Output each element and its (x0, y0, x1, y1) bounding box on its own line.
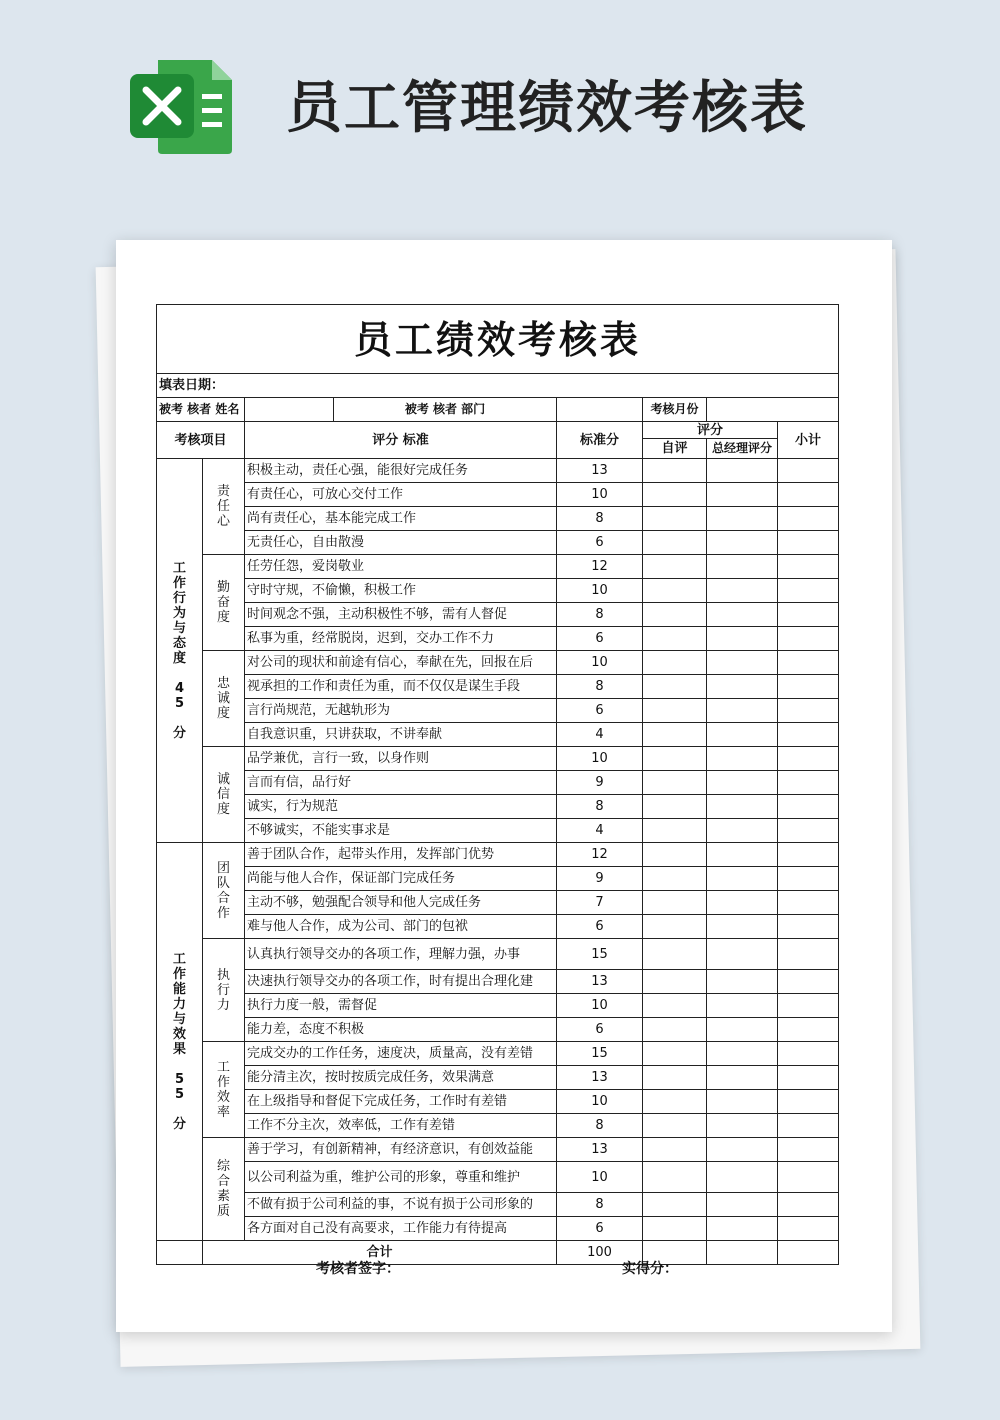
col-self-header: 自评 (643, 439, 707, 459)
self-score-input[interactable] (643, 843, 707, 867)
manager-score-input[interactable] (707, 627, 778, 651)
fill-date-field[interactable]: 填表日期： (157, 374, 839, 398)
month-input[interactable] (707, 398, 839, 422)
subtotal-input[interactable] (778, 555, 839, 579)
category-label: 工 作 效 率 (203, 1042, 245, 1138)
subtotal-input[interactable] (778, 915, 839, 939)
category-label: 勤 奋 度 (203, 555, 245, 651)
manager-score-input[interactable] (707, 970, 778, 994)
criteria-cell: 主动不够，勉强配合领导和他人完成任务 (245, 891, 557, 915)
self-score-input[interactable] (643, 555, 707, 579)
total-row (157, 1241, 839, 1265)
criteria-cell: 认真执行领导交办的各项工作，理解力强，办事 (245, 939, 557, 970)
standard-score-cell: 4 (557, 819, 643, 843)
dept-label: 被考 核者 部门 (404, 402, 486, 416)
col-subtotal-header: 小计 (778, 422, 839, 459)
criteria-cell: 守时守规，不偷懒，积极工作 (245, 579, 557, 603)
standard-score-cell: 10 (557, 747, 643, 771)
manager-score-input[interactable] (707, 1018, 778, 1042)
subtotal-input[interactable] (778, 795, 839, 819)
manager-score-input[interactable] (707, 483, 778, 507)
criteria-cell: 诚实，行为规范 (245, 795, 557, 819)
criteria-cell: 能力差，态度不积极 (245, 1018, 557, 1042)
manager-score-input[interactable] (707, 994, 778, 1018)
criteria-cell: 尚有责任心，基本能完成工作 (245, 507, 557, 531)
manager-score-input[interactable] (707, 939, 778, 970)
criteria-cell: 各方面对自己没有高要求，工作能力有待提高 (245, 1217, 557, 1241)
criteria-cell: 难与他人合作，成为公司、部门的包袱 (245, 915, 557, 939)
table-row (157, 1018, 839, 1042)
standard-score-cell: 6 (557, 699, 643, 723)
table-row (157, 603, 839, 627)
subtotal-input[interactable] (778, 867, 839, 891)
manager-score-input[interactable] (707, 1042, 778, 1066)
manager-score-input[interactable] (707, 843, 778, 867)
criteria-cell: 视承担的工作和责任为重，而不仅仅是谋生手段 (245, 675, 557, 699)
standard-score-cell: 10 (557, 1090, 643, 1114)
criteria-cell: 不够诚实，不能实事求是 (245, 819, 557, 843)
standard-score-cell: 6 (557, 1217, 643, 1241)
table-row (157, 994, 839, 1018)
subtotal-input[interactable] (778, 994, 839, 1018)
standard-score-cell: 8 (557, 1114, 643, 1138)
group-label: 工 作 能 力 与 效 果 5 5 分 (157, 843, 203, 1241)
category-label: 执 行 力 (203, 939, 245, 1042)
subtotal-input[interactable] (778, 579, 839, 603)
self-score-input[interactable] (643, 819, 707, 843)
subtotal-input[interactable] (778, 1066, 839, 1090)
standard-score-cell: 8 (557, 1193, 643, 1217)
manager-score-input[interactable] (707, 579, 778, 603)
table-row (157, 1162, 839, 1193)
table-row (157, 507, 839, 531)
manager-score-input[interactable] (707, 1217, 778, 1241)
standard-score-cell: 4 (557, 723, 643, 747)
self-score-input[interactable] (643, 723, 707, 747)
dept-input[interactable] (557, 398, 643, 422)
criteria-cell: 能分清主次，按时按质完成任务，效果满意 (245, 1066, 557, 1090)
self-score-input[interactable] (643, 939, 707, 970)
col-manager-header: 总经理评分 (707, 439, 778, 459)
manager-score-input[interactable] (707, 531, 778, 555)
subtotal-input[interactable] (778, 1217, 839, 1241)
subtotal-input[interactable] (778, 675, 839, 699)
self-score-input[interactable] (643, 1138, 707, 1162)
manager-score-input[interactable] (707, 1193, 778, 1217)
name-input[interactable] (245, 398, 334, 421)
manager-score-input[interactable] (707, 867, 778, 891)
table-row (157, 1114, 839, 1138)
standard-score-cell: 6 (557, 531, 643, 555)
criteria-cell: 积极主动，责任心强，能很好完成任务 (245, 459, 557, 483)
subtotal-input[interactable] (778, 819, 839, 843)
manager-score-input[interactable] (707, 675, 778, 699)
table-row (157, 723, 839, 747)
total-subtotal-input[interactable] (778, 1241, 839, 1265)
manager-score-input[interactable] (707, 723, 778, 747)
self-score-input[interactable] (643, 747, 707, 771)
form-title: 员工绩效考核表 (157, 305, 839, 374)
criteria-cell: 时间观念不强，主动积极性不够，需有人督促 (245, 603, 557, 627)
standard-score-cell: 9 (557, 771, 643, 795)
criteria-cell: 善于团队合作，起带头作用，发挥部门优势 (245, 843, 557, 867)
self-score-input[interactable] (643, 1162, 707, 1193)
manager-score-input[interactable] (707, 747, 778, 771)
self-score-input[interactable] (643, 1193, 707, 1217)
table-row (157, 531, 839, 555)
standard-score-cell: 10 (557, 994, 643, 1018)
manager-score-input[interactable] (707, 651, 778, 675)
col-item-header: 考核项目 (157, 422, 245, 459)
subtotal-input[interactable] (778, 1193, 839, 1217)
subtotal-input[interactable] (778, 507, 839, 531)
criteria-cell: 品学兼优，言行一致，以身作则 (245, 747, 557, 771)
table-row (157, 651, 839, 675)
manager-score-input[interactable] (707, 507, 778, 531)
criteria-cell: 言而有信，品行好 (245, 771, 557, 795)
standard-score-cell: 13 (557, 1066, 643, 1090)
score-label: 实得分： (622, 1261, 678, 1277)
subtotal-input[interactable] (778, 723, 839, 747)
criteria-cell: 言行尚规范，无越轨形为 (245, 699, 557, 723)
subtotal-input[interactable] (778, 771, 839, 795)
manager-score-input[interactable] (707, 1138, 778, 1162)
self-score-input[interactable] (643, 771, 707, 795)
table-row (157, 555, 839, 579)
self-score-input[interactable] (643, 970, 707, 994)
standard-score-cell: 6 (557, 915, 643, 939)
standard-score-cell: 8 (557, 603, 643, 627)
subtotal-input[interactable] (778, 531, 839, 555)
total-value: 100 (557, 1241, 643, 1265)
manager-score-input[interactable] (707, 1090, 778, 1114)
subtotal-input[interactable] (778, 699, 839, 723)
category-label: 责 任 心 (203, 459, 245, 555)
criteria-cell: 在上级指导和督促下完成任务，工作时有差错 (245, 1090, 557, 1114)
criteria-cell: 尚能与他人合作，保证部门完成任务 (245, 867, 557, 891)
signer-label: 考核者签字： (316, 1261, 400, 1277)
subtotal-input[interactable] (778, 603, 839, 627)
standard-score-cell: 12 (557, 555, 643, 579)
criteria-cell: 善于学习，有创新精神，有经济意识，有创效益能 (245, 1138, 557, 1162)
subtotal-input[interactable] (778, 1090, 839, 1114)
standard-score-cell: 10 (557, 579, 643, 603)
standard-score-cell: 15 (557, 939, 643, 970)
month-label: 考核月份 (643, 398, 707, 422)
self-score-input[interactable] (643, 459, 707, 483)
criteria-cell: 任劳任怨，爱岗敬业 (245, 555, 557, 579)
manager-score-input[interactable] (707, 819, 778, 843)
evaluation-form (156, 304, 839, 1265)
subtotal-input[interactable] (778, 651, 839, 675)
self-score-input[interactable] (643, 651, 707, 675)
table-row (157, 795, 839, 819)
criteria-cell: 不做有损于公司利益的事，不说有损于公司形象的 (245, 1193, 557, 1217)
standard-score-cell: 10 (557, 483, 643, 507)
manager-score-input[interactable] (707, 891, 778, 915)
subtotal-input[interactable] (778, 1018, 839, 1042)
table-row (157, 747, 839, 771)
standard-score-cell: 9 (557, 867, 643, 891)
self-score-input[interactable] (643, 891, 707, 915)
manager-score-input[interactable] (707, 1114, 778, 1138)
subtotal-input[interactable] (778, 1138, 839, 1162)
standard-score-cell: 13 (557, 459, 643, 483)
manager-score-input[interactable] (707, 795, 778, 819)
criteria-cell: 完成交办的工作任务，速度决，质量高，没有差错 (245, 1042, 557, 1066)
subtotal-input[interactable] (778, 747, 839, 771)
standard-score-cell: 15 (557, 1042, 643, 1066)
name-label: 被考 核者 姓名 (157, 398, 245, 422)
subtotal-input[interactable] (778, 970, 839, 994)
subtotal-input[interactable] (778, 627, 839, 651)
table-row (157, 867, 839, 891)
subtotal-input[interactable] (778, 1114, 839, 1138)
manager-score-input[interactable] (707, 915, 778, 939)
self-score-input[interactable] (643, 483, 707, 507)
standard-score-cell: 13 (557, 970, 643, 994)
table-row (157, 939, 839, 970)
subtotal-input[interactable] (778, 939, 839, 970)
table-row (157, 1090, 839, 1114)
standard-score-cell: 12 (557, 843, 643, 867)
self-score-input[interactable] (643, 531, 707, 555)
table-row (157, 1066, 839, 1090)
self-score-input[interactable] (643, 1018, 707, 1042)
subtotal-input[interactable] (778, 1162, 839, 1193)
col-score-header: 评分 (643, 422, 778, 439)
criteria-cell: 执行力度一般，需督促 (245, 994, 557, 1018)
standard-score-cell: 8 (557, 507, 643, 531)
standard-score-cell: 6 (557, 627, 643, 651)
standard-score-cell: 10 (557, 651, 643, 675)
criteria-cell: 决速执行领导交办的各项工作，时有提出合理化建 (245, 970, 557, 994)
table-row (157, 579, 839, 603)
self-score-input[interactable] (643, 1217, 707, 1241)
category-label: 团 队 合 作 (203, 843, 245, 939)
subtotal-input[interactable] (778, 483, 839, 507)
self-score-input[interactable] (643, 603, 707, 627)
standard-score-cell: 7 (557, 891, 643, 915)
table-row (157, 970, 839, 994)
self-score-input[interactable] (643, 627, 707, 651)
self-score-input[interactable] (643, 1066, 707, 1090)
manager-score-input[interactable] (707, 1066, 778, 1090)
subtotal-input[interactable] (778, 891, 839, 915)
total-label: 合计 (203, 1241, 557, 1265)
manager-score-input[interactable] (707, 1162, 778, 1193)
table-row (157, 819, 839, 843)
self-score-input[interactable] (643, 867, 707, 891)
standard-score-cell: 10 (557, 1162, 643, 1193)
excel-icon (128, 56, 234, 156)
group-label: 工 作 行 为 与 态 度 4 5 分 (157, 459, 203, 843)
table-row (157, 843, 839, 867)
manager-score-input[interactable] (707, 603, 778, 627)
table-row (157, 891, 839, 915)
standard-score-cell: 8 (557, 675, 643, 699)
self-score-input[interactable] (643, 675, 707, 699)
category-label: 忠 诚 度 (203, 651, 245, 747)
table-row (157, 1138, 839, 1162)
criteria-cell: 有责任心，可放心交付工作 (245, 483, 557, 507)
criteria-cell: 无责任心，自由散漫 (245, 531, 557, 555)
table-row (157, 483, 839, 507)
col-standard-header: 标准分 (557, 422, 643, 459)
self-score-input[interactable] (643, 795, 707, 819)
col-criteria-header: 评分 标准 (245, 422, 557, 459)
total-manager-input[interactable] (707, 1241, 778, 1265)
self-score-input[interactable] (643, 1042, 707, 1066)
self-score-input[interactable] (643, 699, 707, 723)
self-score-input[interactable] (643, 507, 707, 531)
standard-score-cell: 13 (557, 1138, 643, 1162)
table-row (157, 771, 839, 795)
manager-score-input[interactable] (707, 699, 778, 723)
category-label: 诚 信 度 (203, 747, 245, 843)
self-score-input[interactable] (643, 1114, 707, 1138)
page-heading: 员工管理绩效考核表 (286, 76, 808, 141)
subtotal-input[interactable] (778, 459, 839, 483)
total-blank-cell (157, 1241, 203, 1265)
criteria-cell: 自我意识重，只讲获取，不讲奉献 (245, 723, 557, 747)
table-row (157, 1217, 839, 1241)
table-row (157, 699, 839, 723)
criteria-cell: 对公司的现状和前途有信心，奉献在先，回报在后 (245, 651, 557, 675)
criteria-cell: 私事为重，经常脱岗，迟到，交办工作不力 (245, 627, 557, 651)
standard-score-cell: 6 (557, 1018, 643, 1042)
manager-score-input[interactable] (707, 459, 778, 483)
subtotal-input[interactable] (778, 843, 839, 867)
self-score-input[interactable] (643, 579, 707, 603)
manager-score-input[interactable] (707, 555, 778, 579)
subtotal-input[interactable] (778, 1042, 839, 1066)
criteria-cell: 工作不分主次，效率低，工作有差错 (245, 1114, 557, 1138)
self-score-input[interactable] (643, 915, 707, 939)
category-label: 综 合 素 质 (203, 1138, 245, 1241)
table-row (157, 1193, 839, 1217)
self-score-input[interactable] (643, 994, 707, 1018)
document-sheet (116, 240, 892, 1332)
criteria-cell: 以公司利益为重，维护公司的形象，尊重和维护 (245, 1162, 557, 1193)
table-row (157, 459, 839, 483)
table-row (157, 915, 839, 939)
table-row (157, 1042, 839, 1066)
table-row (157, 675, 839, 699)
table-row (157, 627, 839, 651)
self-score-input[interactable] (643, 1090, 707, 1114)
manager-score-input[interactable] (707, 771, 778, 795)
standard-score-cell: 8 (557, 795, 643, 819)
